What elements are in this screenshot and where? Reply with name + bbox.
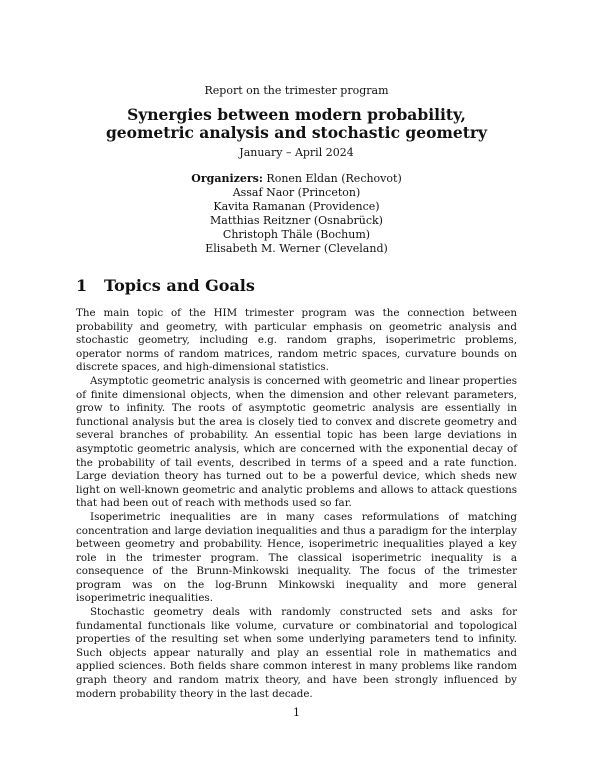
organizer-name: Elisabeth M. Werner (Cleveland) xyxy=(205,242,388,255)
paragraph: Asymptotic geometric analysis is concerned with geometric and linear properties of finite dimensional objects, when the dimension and other relevant parameters, grow to infinity. The roots of asymptotic geometric analysis are essentially in functional analysis but the area is closely tied to convex and discrete geometry and several branches of probability. An essential topic has been large deviations in asymptotic geometric analysis, which are concerned with the exponential decay of the probability of tail events, described in terms of a speed and a rate function. Large deviation theory has turned out to be a powerful device, which sheds new light on well-known geometric and analytic problems and allows to attack questions that had been out of reach with methods used so far. xyxy=(76,374,517,510)
organizer-row xyxy=(0,228,593,242)
organizer-row xyxy=(0,200,593,214)
section-number: 1 xyxy=(76,276,88,295)
organizer-name: Ronen Eldan (Rechovot) xyxy=(266,172,402,185)
organizer-name: Matthias Reitzner (Osnabrück) xyxy=(210,214,383,227)
section-title: Topics and Goals xyxy=(104,276,255,295)
organizer-row xyxy=(0,186,593,200)
organizer-row xyxy=(0,172,593,186)
document-title xyxy=(0,106,593,142)
paragraph: The main topic of the HIM trimester program was the connection between probability and geometry, with particular emphasis on geometric analysis and stochastic geometry, including e.g. random graphs, isoperimetric problems, operator norms of random matrices, random metric spaces, curvature bounds on discrete spaces, and high-dimensional statistics. xyxy=(76,307,517,374)
title-line-1: Synergies between modern probability, xyxy=(127,105,466,124)
organizer-name: Kavita Ramanan (Providence) xyxy=(213,200,380,213)
page-number: 1 xyxy=(293,706,300,719)
report-subtitle: Report on the trimester program xyxy=(204,84,389,97)
program-dates: January – April 2024 xyxy=(239,146,354,159)
paragraph: Isoperimetric inequalities are in many cases reformulations of matching concentration and large deviation inequalities and thus a paradigm for the interplay between geometry and probability. Hence, isoperimetric inequalities played a key role in the trimester program. The classical isoperimetric inequality is a consequence of the Brunn-Minkowski inequality. The focus of the trimester program was on the log-Brunn Minkowski inequality and more general isoperimetric inequalities. xyxy=(76,510,517,605)
organizer-name: Christoph Thäle (Bochum) xyxy=(222,228,371,241)
organizers-block xyxy=(0,172,593,256)
paragraph: Stochastic geometry deals with randomly constructed sets and asks for fundamental functionals like volume, curvature or combinatorial and topological properties of the resulting set when some underlying parameters tend to infinity. Such objects appear naturally and play an essential role in mathematics and applied sciences. Both fields share common interest in many problems like random graph theory and random matrix theory, and have been strongly influenced by modern probability theory in the last decade. xyxy=(76,606,517,700)
organizer-row xyxy=(0,214,593,228)
section-heading xyxy=(76,276,255,296)
title-line-2: geometric analysis and stochastic geometry xyxy=(105,123,488,142)
section-body xyxy=(76,307,517,701)
organizer-name: Assaf Naor (Princeton) xyxy=(232,186,361,199)
organizers-label: Organizers: xyxy=(191,172,263,185)
organizer-row xyxy=(0,242,593,256)
